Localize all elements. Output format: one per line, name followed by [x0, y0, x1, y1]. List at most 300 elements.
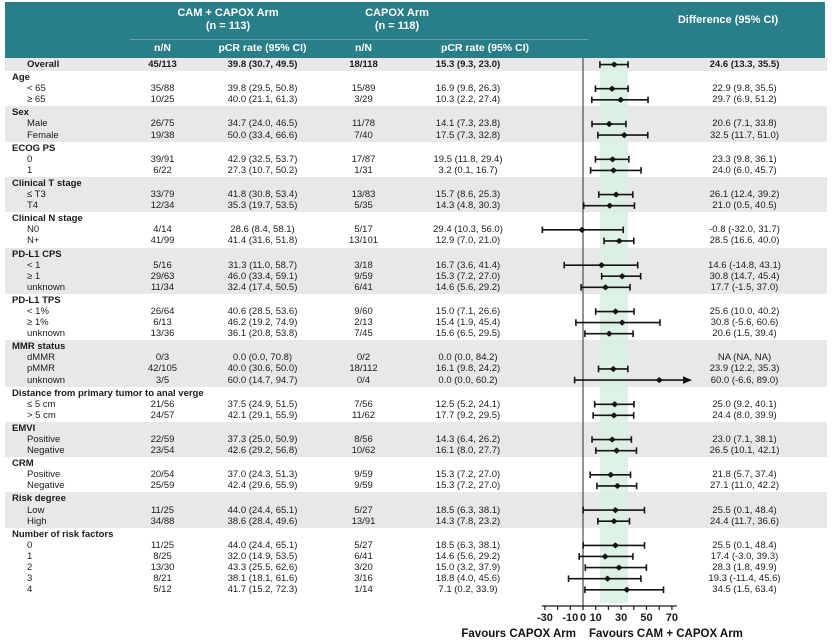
- cell-pcr2: 15.3 (7.2, 27.0): [435, 270, 501, 282]
- cell-n1: 26/64: [150, 305, 175, 317]
- cell-n2: 0/4: [356, 374, 371, 386]
- cell-diff: 29.7 (6.9, 51.2): [712, 94, 777, 106]
- cell-diff: 24.4 (8.0, 39.9): [712, 409, 777, 421]
- cell-n1: 33/79: [150, 189, 175, 201]
- table-row: [5, 165, 827, 176]
- cell-n1: 6/13: [153, 317, 172, 329]
- cell-n2: 5/27: [354, 504, 373, 516]
- cell-diff: 21.8 (5.7, 37.4): [712, 469, 777, 481]
- cell-pcr2: 14.3 (4.8, 30.3): [435, 200, 501, 212]
- cell-pcr1: 32.4 (17.4, 50.5): [227, 281, 298, 293]
- table-header: [5, 2, 825, 58]
- x-axis-tick-label: 0: [579, 612, 587, 624]
- table-row: [5, 83, 827, 94]
- cell-label: Female: [27, 129, 59, 141]
- cell-n2: 18/112: [349, 363, 378, 375]
- table-row: [5, 551, 827, 562]
- cell-label: ≥ 1%: [27, 317, 49, 329]
- cell-label: Low: [27, 504, 45, 516]
- favours-right-label: Favours CAM + CAPOX Arm: [589, 628, 743, 640]
- cell-n1: 41/99: [150, 235, 175, 247]
- ci-bar-slot: [539, 505, 699, 516]
- cell-diff: 24.6 (13.3, 35.5): [709, 59, 780, 70]
- ci-bar-slot: [539, 118, 699, 129]
- cell-pcr1: 50.0 (33.4, 66.6): [227, 129, 298, 141]
- subgroup-block: [5, 422, 827, 457]
- cell-diff: 24.0 (6.0, 45.7): [712, 164, 777, 176]
- table-row: [5, 224, 827, 235]
- cell-n1: 8/25: [153, 550, 172, 562]
- ci-bar-slot: [539, 363, 699, 374]
- cell-diff: 26.5 (10.1, 42.1): [709, 445, 780, 457]
- cell-n2: 6/41: [354, 281, 373, 293]
- cell-pcr1: 0.0 (0.0, 70.8): [232, 352, 293, 364]
- cell-n2: 10/62: [351, 445, 376, 457]
- cell-label: < 1%: [27, 305, 49, 317]
- table-row: [5, 375, 827, 386]
- favours-left-label: Favours CAPOX Arm: [461, 628, 576, 640]
- cell-label: ≤ T3: [27, 189, 46, 201]
- cell-label: < 65: [27, 83, 46, 95]
- x-axis-tick-label: 70: [665, 612, 679, 624]
- cell-label: unknown: [27, 374, 66, 386]
- subgroup-block: [5, 177, 827, 212]
- cell-n1: 26/75: [150, 118, 175, 130]
- col-header-pcr1: pCR rate (95% CI): [218, 42, 307, 54]
- cell-pcr2: 12.9 (7.0, 21.0): [435, 235, 501, 247]
- cell-pcr2: 17.7 (9.2, 29.5): [435, 409, 501, 421]
- col-header-difference: Difference (95% CI): [677, 14, 779, 26]
- group-header: PD-L1 TPS: [12, 294, 61, 306]
- x-axis-tick-label: 30: [614, 612, 628, 624]
- cell-n2: 9/59: [354, 270, 373, 282]
- cell-label: 1: [27, 164, 33, 176]
- cell-diff: 17.7 (-1.5, 37.0): [710, 281, 779, 293]
- table-row: [5, 59, 827, 70]
- cell-diff: 21.0 (0.5, 40.5): [712, 200, 777, 212]
- ci-bar-slot: [539, 573, 699, 584]
- cell-diff: 23.9 (12.2, 35.3): [709, 363, 780, 375]
- cell-pcr1: 36.1 (20.8, 53.8): [227, 328, 298, 340]
- ci-bar-slot: [539, 83, 699, 94]
- cell-diff: 28.5 (16.6, 40.0): [709, 235, 780, 247]
- cell-n2: 7/45: [354, 328, 373, 340]
- cell-label: 1: [27, 550, 33, 562]
- cell-pcr1: 38.6 (28.4, 49.6): [227, 515, 298, 527]
- cell-n2: 1/14: [354, 584, 373, 596]
- cell-pcr2: 14.1 (7.3, 23.8): [435, 118, 501, 130]
- cell-pcr2: 0.0 (0.0, 60.2): [438, 374, 498, 386]
- group-header: EMVI: [12, 422, 36, 434]
- cell-label: ≥ 1: [27, 270, 41, 282]
- cell-n2: 0/2: [356, 352, 371, 364]
- arm1-header: [128, 7, 328, 33]
- table-row: [5, 260, 827, 271]
- group-header: Age: [12, 72, 30, 84]
- cell-label: unknown: [27, 328, 66, 340]
- cell-n2: 7/40: [354, 129, 373, 141]
- ci-bar-slot: [539, 306, 699, 317]
- cell-n2: 9/59: [354, 469, 373, 481]
- ci-bar-slot: [539, 165, 699, 176]
- table-row: [5, 434, 827, 445]
- cell-diff: 20.6 (1.5, 39.4): [712, 328, 777, 340]
- cell-pcr1: 43.3 (25.5, 62.6): [227, 562, 298, 574]
- cell-label: T4: [27, 200, 39, 212]
- table-row: [5, 306, 827, 317]
- cell-n1: 35/88: [150, 83, 175, 95]
- cell-pcr2: 15.0 (3.2, 37.9): [435, 562, 501, 574]
- table-row: [5, 480, 827, 491]
- table-row: [5, 573, 827, 584]
- cell-diff: 60.0 (-6.6, 89.0): [710, 374, 779, 386]
- cell-n1: 25/59: [150, 480, 175, 492]
- ci-bar-slot: [539, 469, 699, 480]
- cell-n2: 17/87: [351, 153, 376, 165]
- cell-n1: 24/57: [150, 409, 175, 421]
- cell-n2: 9/60: [354, 305, 373, 317]
- group-header: Sex: [12, 107, 29, 119]
- cell-n1: 4/14: [153, 224, 172, 236]
- cell-diff: 34.5 (1.5, 63.4): [712, 584, 777, 596]
- cell-pcr2: 0.0 (0.0, 84.2): [438, 352, 498, 364]
- cell-n2: 2/13: [354, 317, 373, 329]
- cell-pcr1: 34.7 (24.0, 46.5): [227, 118, 298, 130]
- table-row: [5, 562, 827, 573]
- group-header: Clinical N stage: [12, 213, 83, 225]
- ci-bar-slot: [539, 352, 699, 363]
- cell-n2: 5/35: [354, 200, 373, 212]
- cell-pcr1: 31.3 (11.0, 58.7): [227, 259, 297, 271]
- cell-label: ≤ 5 cm: [27, 398, 56, 410]
- table-row: [5, 200, 827, 211]
- ci-bar-slot: [539, 399, 699, 410]
- cell-label: pMMR: [27, 363, 55, 375]
- subgroup-block: [5, 387, 827, 422]
- cell-diff: 30.8 (14.7, 45.4): [709, 270, 780, 282]
- cell-pcr1: 40.6 (28.5, 53.6): [227, 305, 298, 317]
- x-axis-tick-label: -10: [562, 612, 579, 624]
- cell-pcr2: 15.4 (1.9, 45.4): [435, 317, 501, 329]
- cell-n2: 13/91: [351, 515, 376, 527]
- cell-pcr1: 27.3 (10.7, 50.2): [227, 164, 298, 176]
- table-row: [5, 154, 827, 165]
- cell-pcr2: 18.8 (4.0, 45.6): [435, 573, 501, 585]
- cell-label: Negative: [27, 480, 65, 492]
- table-row: [5, 118, 827, 129]
- cell-pcr2: 14.3 (7.8, 23.2): [435, 515, 501, 527]
- cell-pcr1: 42.9 (32.5, 53.7): [227, 153, 298, 165]
- cell-n1: 19/38: [150, 129, 175, 141]
- cell-diff: 20.6 (7.1, 33.8): [712, 118, 777, 130]
- ci-bar-slot: [539, 235, 699, 246]
- cell-pcr2: 29.4 (10.3, 56.0): [433, 224, 503, 236]
- cell-diff: 26.1 (12.4, 39.2): [709, 189, 780, 201]
- cell-pcr1: 40.0 (30.6, 50.0): [227, 363, 298, 375]
- table-row: [5, 410, 827, 421]
- cell-n1: 5/16: [153, 259, 172, 271]
- cell-pcr2: 15.3 (9.3, 23.0): [435, 59, 501, 70]
- group-header: Risk degree: [12, 493, 66, 505]
- cell-label: Negative: [27, 445, 65, 457]
- cell-diff: 25.0 (9.2, 40.1): [712, 398, 777, 410]
- cell-n1: 8/21: [153, 573, 172, 585]
- cell-n2: 13/83: [351, 189, 376, 201]
- cell-label: 0: [27, 539, 33, 551]
- cell-n1: 12/34: [150, 200, 175, 212]
- cell-n2: 6/41: [354, 550, 373, 562]
- cell-n1: 0/3: [155, 352, 170, 364]
- ci-bar-slot: [539, 94, 699, 105]
- ci-bar-slot: [539, 271, 699, 282]
- cell-n2: 3/16: [354, 573, 373, 585]
- cell-label: unknown: [27, 281, 66, 293]
- cell-diff: 19.3 (-11.4, 45.6): [708, 573, 781, 585]
- cell-n1: 6/22: [153, 164, 172, 176]
- cell-label: Overall: [27, 59, 60, 70]
- ci-bar-slot: [539, 189, 699, 200]
- subgroup-block: [5, 58, 827, 71]
- table-row: [5, 399, 827, 410]
- cell-n1: 45/113: [148, 59, 177, 70]
- cell-diff: 23.0 (7.1, 38.1): [712, 434, 777, 445]
- group-header: ECOG PS: [12, 142, 56, 154]
- ci-bar-slot: [539, 317, 699, 328]
- cell-pcr2: 7.1 (0.2, 33.9): [438, 584, 498, 596]
- cell-pcr1: 35.3 (19.7, 53.5): [227, 200, 298, 212]
- cell-label: N0: [27, 224, 40, 236]
- arm2-n: (n = 118): [374, 20, 420, 32]
- cell-n2: 9/59: [354, 480, 373, 492]
- cell-pcr2: 12.5 (5.2, 24.1): [435, 398, 501, 410]
- cell-label: 0: [27, 153, 33, 165]
- arm1-n: (n = 113): [205, 20, 251, 32]
- ci-bar-slot: [539, 562, 699, 573]
- table-row: [5, 445, 827, 456]
- cell-n1: 42/105: [147, 363, 178, 375]
- arm2-name: CAPOX Arm: [365, 7, 429, 19]
- subgroup-block: [5, 457, 827, 492]
- cell-label: > 5 cm: [27, 409, 56, 421]
- cell-pcr2: 16.7 (3.6, 41.4): [435, 259, 501, 271]
- cell-label: ≥ 65: [27, 94, 46, 106]
- cell-n2: 5/17: [354, 224, 373, 236]
- cell-diff: -0.8 (-32.0, 31.7): [709, 224, 780, 236]
- ci-bar-slot: [539, 260, 699, 271]
- x-axis-tick-label: -30: [536, 612, 553, 624]
- ci-bar-slot: [539, 480, 699, 491]
- cell-pcr2: 16.9 (9.8, 26.3): [435, 83, 501, 95]
- cell-n1: 10/25: [150, 94, 175, 106]
- cell-n2: 3/18: [354, 259, 373, 271]
- ci-bar-slot: [539, 410, 699, 421]
- col-header-n2: n/N: [355, 42, 372, 54]
- subgroup-block: [5, 142, 827, 177]
- cell-pcr1: 28.6 (8.4, 58.1): [230, 224, 295, 236]
- table-row: [5, 317, 827, 328]
- subgroup-block: [5, 340, 827, 386]
- table-row: [5, 469, 827, 480]
- cell-diff: 30.8 (-5.6, 60.6): [710, 317, 779, 329]
- ci-bar-slot: [539, 540, 699, 551]
- ci-bar-slot: [539, 445, 699, 456]
- cell-label: N+: [27, 235, 40, 247]
- ci-bar-slot: [539, 328, 699, 339]
- cell-diff: 24.4 (11.7, 36.6): [709, 515, 779, 527]
- cell-pcr1: 46.0 (33.4, 59.1): [227, 270, 298, 282]
- header-divider: [130, 39, 588, 40]
- cell-n1: 11/34: [150, 281, 175, 293]
- table-row: [5, 130, 827, 141]
- cell-label: Positive: [27, 434, 61, 445]
- cell-n1: 11/25: [150, 504, 175, 516]
- cell-pcr2: 15.3 (7.2, 27.0): [435, 469, 501, 481]
- cell-n2: 11/78: [351, 118, 376, 130]
- ci-bar-slot: [539, 551, 699, 562]
- cell-label: dMMR: [27, 352, 55, 364]
- cell-pcr1: 37.0 (24.3, 51.3): [227, 469, 298, 481]
- cell-diff: 28.3 (1.8, 49.9): [712, 562, 777, 574]
- cell-pcr1: 37.3 (25.0, 50.9): [227, 434, 298, 445]
- cell-n1: 34/88: [150, 515, 175, 527]
- cell-pcr1: 39.8 (30.7, 49.5): [227, 59, 298, 70]
- cell-label: 2: [27, 562, 33, 574]
- cell-label: < 1: [27, 259, 41, 271]
- cell-label: 4: [27, 584, 33, 596]
- cell-label: High: [27, 515, 47, 527]
- subgroup-block: [5, 294, 827, 340]
- group-header: MMR status: [12, 341, 66, 353]
- table-row: [5, 540, 827, 551]
- cell-label: Male: [27, 118, 48, 130]
- cell-pcr1: 32.0 (14.9, 53.5): [227, 550, 298, 562]
- table-row: [5, 282, 827, 293]
- cell-pcr2: 18.5 (6.3, 38.1): [435, 504, 501, 516]
- cell-pcr2: 16.1 (8.0, 27.7): [435, 445, 501, 457]
- cell-pcr2: 15.0 (7.1, 26.6): [435, 305, 501, 317]
- cell-pcr2: 19.5 (11.8, 29.4): [433, 153, 503, 165]
- cell-n1: 5/12: [153, 584, 172, 596]
- cell-n2: 18/118: [349, 59, 378, 70]
- cell-n2: 11/62: [351, 409, 376, 421]
- group-header: PD-L1 CPS: [12, 248, 62, 260]
- cell-n1: 13/30: [150, 562, 175, 574]
- ci-bar-slot: [539, 584, 699, 595]
- table-row: [5, 94, 827, 105]
- cell-n1: 3/5: [155, 374, 170, 386]
- ci-bar-slot: [539, 59, 699, 70]
- table-row: [5, 271, 827, 282]
- cell-n1: 13/36: [150, 328, 175, 340]
- ci-bar-slot: [539, 154, 699, 165]
- cell-n2: 13/101: [348, 235, 379, 247]
- table-body: [5, 58, 827, 596]
- cell-pcr2: 14.6 (5.6, 29.2): [435, 550, 501, 562]
- cell-label: Positive: [27, 469, 61, 481]
- table-row: [5, 352, 827, 363]
- table-row: [5, 189, 827, 200]
- arm1-name: CAM + CAPOX Arm: [177, 7, 279, 19]
- cell-n2: 15/89: [351, 83, 376, 95]
- cell-pcr1: 44.0 (24.4, 65.1): [227, 504, 298, 516]
- x-axis-tick-label: 10: [589, 612, 602, 624]
- cell-pcr1: 37.5 (24.9, 51.5): [227, 398, 298, 410]
- cell-pcr1: 41.8 (30.8, 53.4): [227, 189, 298, 201]
- cell-diff: 14.6 (-14.8, 43.1): [708, 259, 781, 271]
- ci-bar-slot: [539, 224, 699, 235]
- cell-pcr1: 40.0 (21.1, 61.3): [227, 94, 298, 106]
- cell-label: 3: [27, 573, 33, 585]
- table-row: [5, 235, 827, 246]
- cell-n1: 29/63: [150, 270, 175, 282]
- cell-pcr1: 46.2 (19.2, 74.9): [227, 317, 298, 329]
- ci-bar-slot: [539, 130, 699, 141]
- ci-bar-slot: [539, 200, 699, 211]
- cell-pcr1: 39.8 (29.5, 50.8): [227, 83, 298, 95]
- cell-n1: 39/91: [150, 153, 175, 165]
- cell-pcr2: 14.6 (5.6, 29.2): [435, 281, 501, 293]
- table-row: [5, 505, 827, 516]
- cell-n1: 21/56: [150, 398, 175, 410]
- cell-pcr1: 42.6 (29.2, 56.8): [227, 445, 298, 457]
- cell-pcr2: 3.2 (0.1, 16.7): [438, 164, 498, 176]
- table-row: [5, 328, 827, 339]
- col-header-n1: n/N: [154, 42, 171, 54]
- cell-pcr1: 41.7 (15.2, 72.3): [227, 584, 298, 596]
- cell-n2: 7/56: [354, 398, 373, 410]
- cell-pcr2: 15.7 (8.6, 25.3): [435, 189, 501, 201]
- cell-diff: 32.5 (11.7, 51.0): [709, 129, 779, 141]
- group-header: Clinical T stage: [12, 177, 82, 189]
- cell-pcr1: 42.4 (29.6, 55.9): [227, 480, 298, 492]
- cell-n2: 8/56: [354, 434, 373, 445]
- arm2-header: [327, 7, 467, 33]
- cell-pcr1: 41.4 (31.6, 51.8): [227, 235, 298, 247]
- cell-pcr2: 10.3 (2.2, 27.4): [435, 94, 501, 106]
- subgroup-block: [5, 212, 827, 247]
- subgroup-block: [5, 528, 827, 597]
- table-row: [5, 363, 827, 374]
- cell-n2: 1/31: [354, 164, 373, 176]
- cell-diff: 22.9 (9.8, 35.5): [712, 83, 777, 95]
- cell-n2: 5/27: [354, 539, 373, 551]
- subgroup-block: [5, 492, 827, 527]
- cell-diff: 25.6 (10.0, 40.2): [709, 305, 780, 317]
- cell-pcr1: 38.1 (18.1, 61.6): [227, 573, 298, 585]
- table-row: [5, 516, 827, 527]
- ci-bar-slot: [539, 434, 699, 445]
- cell-diff: NA (NA, NA): [717, 352, 772, 364]
- col-header-pcr2: pCR rate (95% CI): [440, 42, 530, 54]
- cell-diff: 23.3 (9.8, 36.1): [712, 153, 777, 165]
- table-row: [5, 584, 827, 595]
- cell-pcr2: 17.5 (7.3, 32.8): [435, 129, 501, 141]
- cell-pcr1: 42.1 (29.1, 55.9): [227, 409, 298, 421]
- cell-pcr1: 60.0 (14.7, 94.7): [227, 374, 298, 386]
- cell-pcr2: 15.3 (7.2, 27.0): [435, 480, 501, 492]
- cell-diff: 17.4 (-3.0, 39.3): [710, 550, 779, 562]
- subgroup-block: [5, 106, 827, 141]
- cell-pcr2: 16.1 (9.8, 24.2): [435, 363, 501, 375]
- subgroup-block: [5, 248, 827, 294]
- ci-bar-slot: [539, 516, 699, 527]
- cell-diff: 25.5 (0.1, 48.4): [712, 539, 777, 551]
- ci-bar-slot: [539, 375, 699, 386]
- cell-pcr2: 14.3 (6.4, 26.2): [435, 434, 501, 445]
- group-header: Distance from primary tumor to anal verge: [12, 387, 204, 399]
- cell-n1: 23/54: [150, 445, 175, 457]
- cell-diff: 25.5 (0.1, 48.4): [712, 504, 777, 516]
